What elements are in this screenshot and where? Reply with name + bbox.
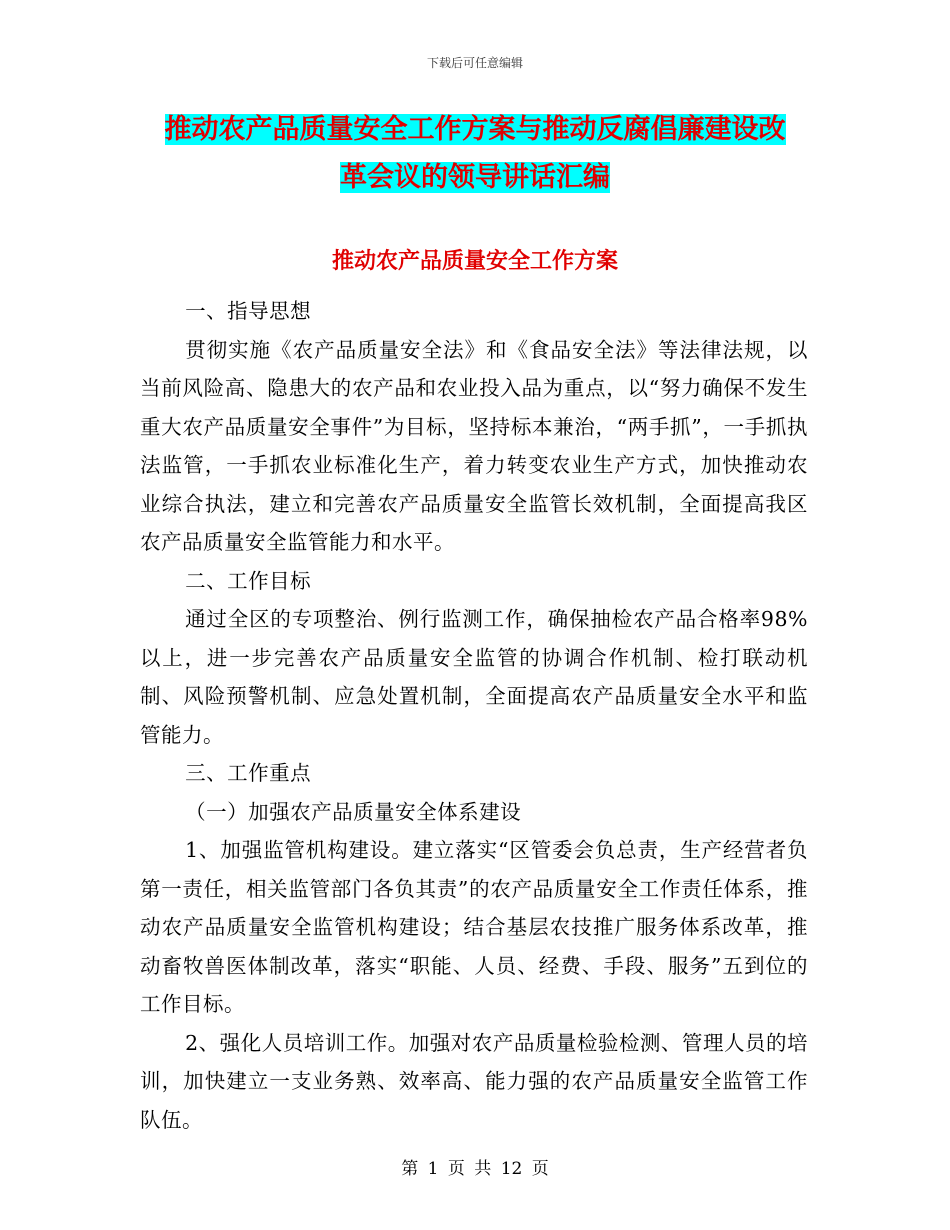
section-title: 推动农产品质量安全工作方案 bbox=[331, 249, 618, 274]
document-title bbox=[140, 106, 810, 202]
document-title-line-2: 革会议的领导讲话汇编 bbox=[340, 162, 610, 193]
document-title-line-1: 推动农产品质量安全工作方案与推动反腐倡廉建设改 bbox=[164, 114, 786, 145]
paragraph: 通过全区的专项整治、例行监测工作，确保抽检农产品合格率98%以上，进一步完善农产品质量安全监管的协调合作机制、检打联动机制、风险预警机制、应急处置机制，全面提高农产品质量安全水平和监管能力。 bbox=[140, 607, 808, 747]
header-note: 下载后可任意编辑 bbox=[426, 56, 523, 70]
heading-work-focus: 三、工作重点 bbox=[185, 761, 312, 785]
heading-work-goals: 二、工作目标 bbox=[185, 568, 312, 593]
paragraph: 1、加强监管机构建设。建立落实“区管委会负总责，生产经营者负第一责任，相关监管部门各负其责”的农产品质量安全工作责任体系，推动农产品质量安全监管机构建设；结合基层农技推广服务体系改革，推动畜牧兽医体制改革，落实“职能、人员、经费、手段、服务”五到位的工作目标。 bbox=[140, 838, 808, 1016]
paragraph: 贯彻实施《农产品质量安全法》和《食品安全法》等法律法规，以当前风险高、隐患大的农产品和农业投入品为重点，以“努力确保不发生重大农产品质量安全事件”为目标，坚持标本兼治，“两手抓”，一手抓执法监管，一手抓农业标准化生产，着力转变农业生产方式，加快推动农业综合执法，建立和完善农产品质量安全监管长效机制，全面提高我区农产品质量安全监管能力和水平。 bbox=[140, 337, 808, 554]
document-body bbox=[140, 292, 808, 1139]
paragraph: 2、强化人员培训工作。加强对农产品质量检验检测、管理人员的培训，加快建立一支业务熟、效率高、能力强的农产品质量安全监管工作队伍。 bbox=[140, 1030, 808, 1132]
subheading: （一）加强农产品质量安全体系建设 bbox=[185, 799, 522, 824]
heading-guiding-ideology: 一、指导思想 bbox=[185, 299, 312, 323]
page-footer: 第 1 页 共 12 页 bbox=[401, 1159, 549, 1179]
